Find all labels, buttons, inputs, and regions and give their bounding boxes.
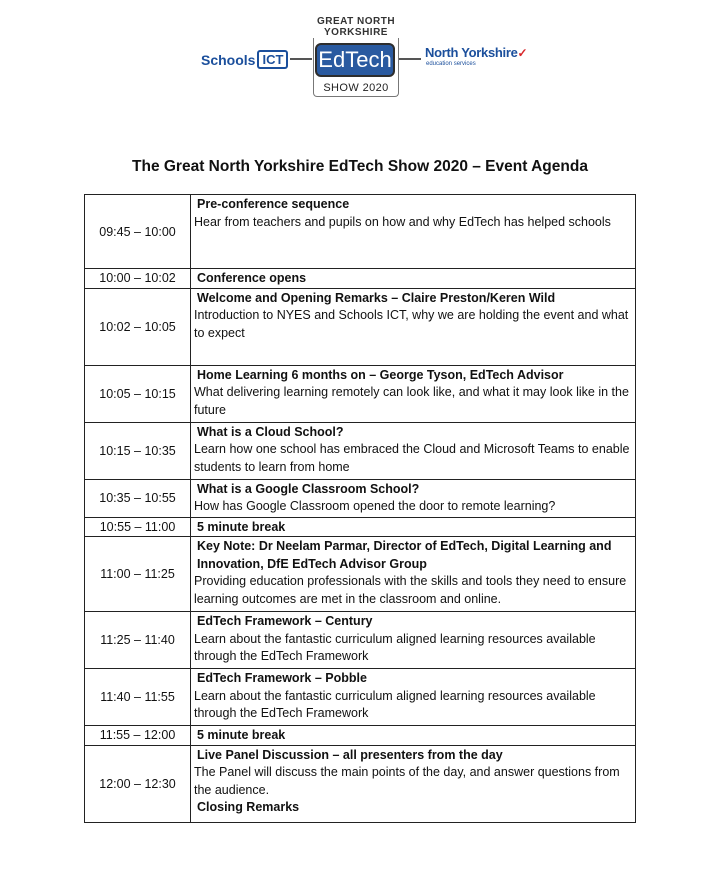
agenda-time: 10:35 – 10:55 [85, 479, 191, 517]
agenda-description [191, 517, 636, 537]
agenda-item-title: What is a Google Classroom School? [197, 481, 420, 496]
agenda-time: 10:15 – 10:35 [85, 422, 191, 479]
nyes-subtitle: education services [426, 61, 476, 67]
page-title: The Great North Yorkshire EdTech Show 2020 – Event Agenda [132, 158, 588, 175]
agenda-closing-remarks: Closing Remarks [197, 800, 300, 814]
agenda-time: 09:45 – 10:00 [85, 195, 191, 269]
agenda-description [191, 669, 636, 726]
agenda-description [191, 422, 636, 479]
agenda-description [191, 288, 636, 365]
schools-ict-logo [201, 50, 288, 69]
agenda-item-text: Learn about the fantastic curriculum aligned learning resources available through the EdTech Framework [194, 631, 596, 663]
agenda-item-text: What delivering learning remotely can look like, and what it may look like in the future [194, 385, 629, 417]
agenda-item-title: What is a Cloud School? [197, 424, 344, 439]
agenda-item-text: Learn about the fantastic curriculum aligned learning resources available through the EdTech Framework [194, 688, 596, 720]
agenda-row [85, 612, 636, 669]
agenda-time: 10:05 – 10:15 [85, 365, 191, 422]
agenda-item-title: Conference opens [197, 271, 307, 285]
agenda-item-text: Hear from teachers and pupils on how and why EdTech has helped schools [194, 214, 611, 229]
logo-edtech-box: EdTech [315, 43, 395, 77]
agenda-time: 12:00 – 12:30 [85, 745, 191, 822]
logo-line-show-year: SHOW 2020 [323, 82, 389, 94]
agenda-item-text: Learn how one school has embraced the Cloud and Microsoft Teams to enable students to learn from home [194, 442, 630, 474]
logo-connector-right [399, 58, 421, 60]
agenda-row [85, 288, 636, 365]
agenda-item-text: Providing education professionals with the skills and tools they need to ensure learning outcomes are met in the classroom and online. [194, 574, 627, 606]
agenda-time: 10:55 – 11:00 [85, 517, 191, 537]
agenda-item-title: 5 minute break [197, 519, 286, 534]
agenda-row [85, 365, 636, 422]
agenda-row [85, 422, 636, 479]
nyes-name: North Yorkshire [425, 45, 518, 60]
agenda-row [85, 517, 636, 537]
edtech-show-logo [312, 16, 400, 98]
agenda-item-text: The Panel will discuss the main points of the day, and answer questions from the audience. [194, 765, 620, 797]
agenda-row [85, 745, 636, 822]
north-yorkshire-logo [425, 46, 527, 68]
agenda-time: 11:55 – 12:00 [85, 726, 191, 746]
agenda-item-title: Live Panel Discussion – all presenters from the day [197, 747, 503, 762]
agenda-row [85, 537, 636, 612]
header-logos [0, 0, 720, 110]
agenda-description [191, 195, 636, 269]
agenda-item-title: 5 minute break [197, 728, 286, 742]
schools-ict-box: ICT [257, 50, 288, 69]
agenda-time: 11:40 – 11:55 [85, 669, 191, 726]
agenda-description [191, 269, 636, 289]
agenda-description [191, 726, 636, 746]
agenda-description [191, 537, 636, 612]
agenda-item-title: EdTech Framework – Pobble [197, 671, 367, 685]
agenda-item-title: EdTech Framework – Century [197, 614, 373, 628]
logo-line-yorkshire: YORKSHIRE [324, 27, 388, 38]
agenda-row [85, 195, 636, 269]
agenda-time: 10:02 – 10:05 [85, 288, 191, 365]
agenda-description [191, 365, 636, 422]
tick-icon: ✓ [517, 46, 528, 60]
agenda-row [85, 669, 636, 726]
agenda-description [191, 745, 636, 822]
agenda-item-title: Home Learning 6 months on – George Tyson, EdTech Advisor [197, 367, 564, 382]
agenda-description [191, 612, 636, 669]
agenda-time: 11:00 – 11:25 [85, 537, 191, 612]
schools-ict-word: Schools [201, 51, 256, 68]
agenda-item-text: How has Google Classroom opened the door to remote learning? [194, 499, 556, 513]
agenda-row [85, 726, 636, 746]
agenda-row [85, 269, 636, 289]
agenda-time: 10:00 – 10:02 [85, 269, 191, 289]
agenda-item-title: Pre-conference sequence [197, 197, 350, 211]
logo-connector-left [290, 58, 312, 60]
agenda-item-text: Introduction to NYES and Schools ICT, why we are holding the event and what to expect [194, 308, 629, 340]
agenda-time: 11:25 – 11:40 [85, 612, 191, 669]
agenda-table [84, 194, 636, 823]
agenda-item-title: Key Note: Dr Neelam Parmar, Director of EdTech, Digital Learning and Innovation, DfE EdTech Advisor Group [197, 539, 612, 571]
agenda-item-title: Welcome and Opening Remarks – Claire Preston/Keren Wild [197, 290, 556, 305]
logo-line-great-north: GREAT NORTH [316, 16, 396, 27]
agenda-description [191, 479, 636, 517]
agenda-row [85, 479, 636, 517]
